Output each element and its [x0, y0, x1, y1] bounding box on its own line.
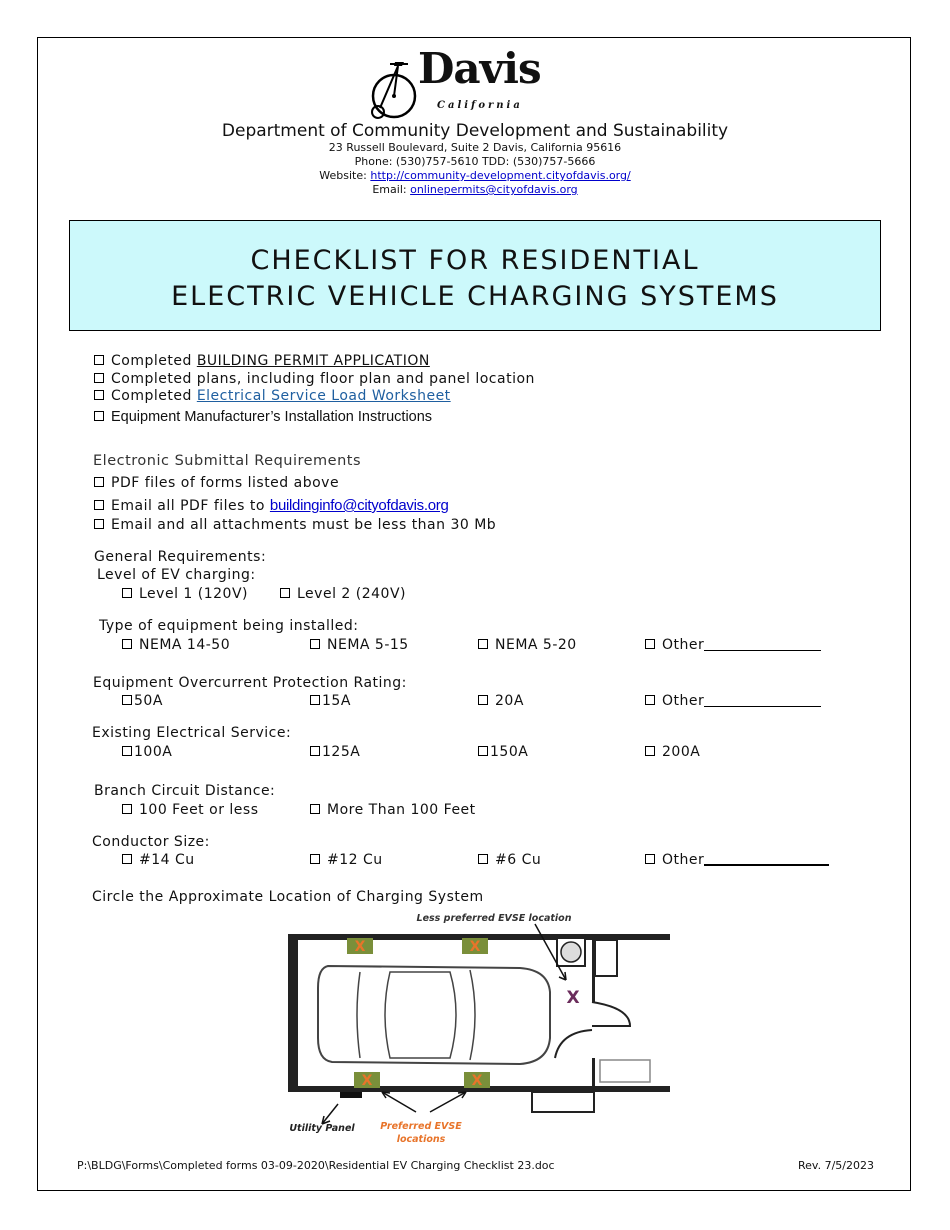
electronic-heading: Electronic Submittal Requirements: [93, 453, 362, 469]
checkbox[interactable]: [94, 411, 104, 421]
ocp-label: Equipment Overcurrent Protection Rating:: [93, 675, 407, 691]
email-line: [0, 183, 950, 197]
checkbox[interactable]: [94, 500, 104, 510]
title-box: [69, 220, 881, 331]
revision-date: Rev. 7/5/2023: [798, 1159, 874, 1172]
checkbox[interactable]: [645, 854, 655, 864]
checklist-item-instructions: Equipment Manufacturer’s Installation Instructions: [94, 409, 432, 425]
checklist-item-worksheet: Completed Electrical Service Load Worksheet: [94, 388, 451, 404]
option-12-cu: #12 Cu: [310, 852, 383, 868]
building-permit-link[interactable]: BUILDING PERMIT APPLICATION: [196, 353, 430, 369]
email-label: Email:: [372, 183, 411, 196]
checkbox[interactable]: [122, 746, 132, 756]
option-100a: 100A: [122, 744, 172, 760]
preferred-label-line-1: Preferred EVSE: [380, 1121, 462, 1132]
checkbox[interactable]: [94, 519, 104, 529]
checkbox[interactable]: [310, 695, 320, 705]
phone: Phone: (530)757-5610 TDD: (530)757-5666: [354, 155, 596, 168]
checkbox[interactable]: [478, 854, 488, 864]
website-label: Website:: [319, 169, 371, 182]
other-blank[interactable]: [704, 706, 821, 707]
option-125a: 125A: [310, 744, 360, 760]
checkbox[interactable]: [94, 355, 104, 365]
option-nema-5-20: NEMA 5-20: [478, 637, 577, 653]
checkbox[interactable]: [94, 477, 104, 487]
file-path: P:\BLDG\Forms\Completed forms 03-09-2020\Residential EV Charging Checklist 23.doc: [77, 1159, 555, 1172]
checkbox[interactable]: [122, 639, 132, 649]
option-conductor-other: Other: [645, 852, 829, 868]
option-type-other: Other: [645, 637, 821, 653]
level-label: Level of EV charging:: [97, 567, 256, 583]
buildinginfo-email-link[interactable]: buildinginfo@cityofdavis.org: [269, 497, 449, 514]
checkbox[interactable]: [645, 746, 655, 756]
checkbox[interactable]: [122, 588, 132, 598]
option-50a: 50A: [122, 693, 163, 709]
address: 23 Russell Boulevard, Suite 2 Davis, California 95616: [328, 141, 622, 154]
general-heading: General Requirements:: [94, 549, 267, 565]
preferred-label-line-2: locations: [396, 1134, 446, 1145]
checkbox[interactable]: [122, 854, 132, 864]
electronic-item-email: Email all PDF files to buildinginfo@cityofdavis.org: [94, 497, 449, 514]
checkbox[interactable]: [94, 390, 104, 400]
service-label: Existing Electrical Service:: [92, 725, 292, 741]
checkbox[interactable]: [310, 804, 320, 814]
checkbox[interactable]: [645, 695, 655, 705]
option-150a: 150A: [478, 744, 528, 760]
department-name: Department of Community Development and Sustainability: [221, 121, 729, 141]
other-blank[interactable]: [704, 864, 829, 866]
option-200a: 200A: [645, 744, 700, 760]
option-20a: 20A: [478, 693, 524, 709]
electronic-item-pdf: PDF files of forms listed above: [94, 475, 339, 491]
preferred-marker-3: X: [361, 1073, 373, 1089]
checkbox[interactable]: [478, 639, 488, 649]
checkbox[interactable]: [310, 854, 320, 864]
checkbox[interactable]: [310, 639, 320, 649]
logo-subtitle: California: [437, 100, 523, 111]
option-15a: 15A: [310, 693, 351, 709]
website-line: [0, 169, 950, 183]
option-14-cu: #14 Cu: [122, 852, 195, 868]
preferred-marker-4: X: [471, 1073, 483, 1089]
checkbox[interactable]: [478, 746, 488, 756]
checklist-item-application: Completed BUILDING PERMIT APPLICATION: [94, 353, 430, 369]
checkbox[interactable]: [280, 588, 290, 598]
electronic-item-size: Email and all attachments must be less than 30 Mb: [94, 517, 496, 533]
option-nema-14-50: NEMA 14-50: [122, 637, 230, 653]
load-worksheet-link[interactable]: Electrical Service Load Worksheet: [196, 388, 451, 404]
diagram-heading: Circle the Approximate Location of Charging System: [92, 889, 484, 905]
email-link[interactable]: onlinepermits@cityofdavis.org: [410, 183, 578, 196]
option-nema-5-15: NEMA 5-15: [310, 637, 409, 653]
branch-label: Branch Circuit Distance:: [94, 783, 276, 799]
option-level-1: Level 1 (120V): [122, 586, 248, 602]
type-label: Type of equipment being installed:: [99, 618, 359, 634]
checkbox[interactable]: [122, 804, 132, 814]
option-level-2: Level 2 (240V): [280, 586, 406, 602]
option-100-feet-or-less: 100 Feet or less: [122, 802, 259, 818]
less-preferred-label: Less preferred EVSE location: [416, 913, 572, 924]
other-blank[interactable]: [704, 650, 821, 651]
option-more-than-100-feet: More Than 100 Feet: [310, 802, 476, 818]
website-link[interactable]: http://community-development.cityofdavis.org/: [370, 169, 631, 182]
checkbox[interactable]: [478, 695, 488, 705]
garage-diagram[interactable]: [270, 908, 690, 1148]
checklist-item-plans: Completed plans, including floor plan and panel location: [94, 371, 535, 387]
title-line-1: CHECKLIST FOR RESIDENTIAL: [250, 245, 700, 276]
option-ocp-other: Other: [645, 693, 821, 709]
checkbox[interactable]: [122, 695, 132, 705]
conductor-label: Conductor Size:: [92, 834, 210, 850]
preferred-marker-1: X: [354, 939, 366, 955]
checkbox[interactable]: [310, 746, 320, 756]
option-6-cu: #6 Cu: [478, 852, 541, 868]
utility-panel-label: Utility Panel: [289, 1123, 355, 1134]
logo-wordmark: Davis: [418, 44, 541, 93]
preferred-marker-2: X: [469, 939, 481, 955]
checkbox[interactable]: [94, 373, 104, 383]
title-line-2: ELECTRIC VEHICLE CHARGING SYSTEMS: [171, 281, 779, 312]
less-preferred-marker: X: [566, 988, 580, 1008]
checkbox[interactable]: [645, 639, 655, 649]
